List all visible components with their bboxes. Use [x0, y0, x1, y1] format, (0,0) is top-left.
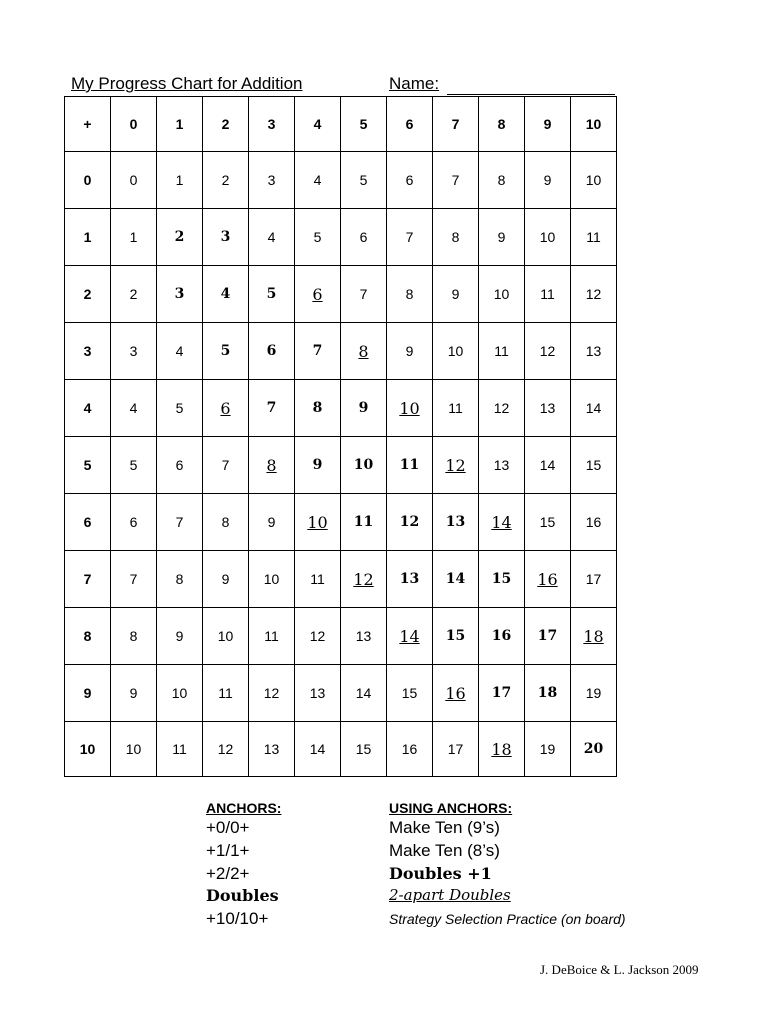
sum-cell: 14 [525, 437, 571, 494]
sum-cell: 7 [341, 266, 387, 323]
sum-value: 10 [307, 512, 328, 532]
sum-cell: 1 [111, 209, 157, 266]
sum-cell: 4 [295, 152, 341, 209]
sum-cell: 8 [295, 380, 341, 437]
sum-cell: 9 [157, 608, 203, 665]
sum-cell: 8 [203, 494, 249, 551]
sum-cell: 8 [111, 608, 157, 665]
sum-cell: 16 [387, 722, 433, 777]
sum-cell: 13 [295, 665, 341, 722]
sum-cell: 20 [571, 722, 617, 777]
sum-cell [341, 551, 387, 608]
sum-cell: 10 [249, 551, 295, 608]
sum-cell: 6 [249, 323, 295, 380]
sum-value: 10 [399, 398, 420, 418]
sum-cell: 11 [571, 209, 617, 266]
using-anchors-title: USING ANCHORS: [389, 800, 513, 816]
sum-cell: 17 [525, 608, 571, 665]
sum-cell: 11 [249, 608, 295, 665]
sum-cell: 11 [341, 494, 387, 551]
anchor-item: +10/10+ [206, 909, 269, 928]
column-header: 7 [433, 97, 479, 152]
sum-cell: 7 [203, 437, 249, 494]
sum-cell: 7 [111, 551, 157, 608]
corner-cell: + [65, 97, 111, 152]
sum-cell: 15 [479, 551, 525, 608]
sum-cell: 5 [341, 152, 387, 209]
column-header: 2 [203, 97, 249, 152]
header-row [65, 97, 617, 152]
sum-cell: 15 [387, 665, 433, 722]
sum-cell: 17 [433, 722, 479, 777]
sum-cell [479, 494, 525, 551]
row-header: 7 [65, 551, 111, 608]
table-row [65, 494, 617, 551]
sum-cell: 6 [341, 209, 387, 266]
sum-cell: 8 [433, 209, 479, 266]
sum-cell: 7 [387, 209, 433, 266]
sum-cell: 5 [157, 380, 203, 437]
sum-cell: 19 [571, 665, 617, 722]
sum-cell: 4 [203, 266, 249, 323]
sum-cell: 6 [157, 437, 203, 494]
sum-cell [433, 437, 479, 494]
anchor-item: +0/0+ [206, 818, 250, 837]
name-field[interactable] [447, 94, 615, 95]
column-header: 9 [525, 97, 571, 152]
row-header: 3 [65, 323, 111, 380]
sum-cell: 4 [157, 323, 203, 380]
sum-cell: 18 [525, 665, 571, 722]
sum-cell [387, 608, 433, 665]
sum-cell: 13 [249, 722, 295, 777]
sum-cell: 10 [525, 209, 571, 266]
row-header: 6 [65, 494, 111, 551]
sum-cell: 11 [203, 665, 249, 722]
sum-value: 12 [353, 569, 374, 589]
anchor-item-doubles: Doubles [206, 886, 279, 905]
table-row [65, 551, 617, 608]
using-item: Make Ten (9’s) [389, 818, 500, 837]
column-header: 1 [157, 97, 203, 152]
sum-cell: 17 [571, 551, 617, 608]
row-header: 2 [65, 266, 111, 323]
sum-value: 16 [537, 569, 558, 589]
row-header: 8 [65, 608, 111, 665]
sum-cell: 15 [525, 494, 571, 551]
sum-cell: 15 [433, 608, 479, 665]
table-row [65, 665, 617, 722]
sum-cell: 12 [387, 494, 433, 551]
sum-cell: 13 [479, 437, 525, 494]
sum-value: 14 [491, 512, 512, 532]
sum-cell: 14 [295, 722, 341, 777]
sum-cell: 7 [249, 380, 295, 437]
column-header: 0 [111, 97, 157, 152]
sum-cell: 13 [433, 494, 479, 551]
sum-value: 8 [358, 341, 369, 361]
sum-cell: 2 [157, 209, 203, 266]
page-title: My Progress Chart for Addition [71, 74, 303, 93]
sum-cell: 11 [295, 551, 341, 608]
sum-value: 12 [445, 455, 466, 475]
anchor-item: +2/2+ [206, 864, 250, 883]
sum-cell: 6 [111, 494, 157, 551]
sum-cell: 9 [341, 380, 387, 437]
column-header: 4 [295, 97, 341, 152]
table-row [65, 608, 617, 665]
sum-cell: 11 [387, 437, 433, 494]
table-row [65, 323, 617, 380]
sum-cell [525, 551, 571, 608]
sum-cell: 15 [341, 722, 387, 777]
row-header: 5 [65, 437, 111, 494]
sum-cell: 9 [525, 152, 571, 209]
sum-cell: 2 [111, 266, 157, 323]
sum-cell: 5 [295, 209, 341, 266]
sum-cell: 9 [295, 437, 341, 494]
using-item: Make Ten (8’s) [389, 841, 500, 860]
sum-cell: 3 [157, 266, 203, 323]
addition-chart [64, 96, 617, 777]
sum-cell: 4 [111, 380, 157, 437]
sum-value: 14 [399, 626, 420, 646]
sum-cell: 16 [571, 494, 617, 551]
column-header: 5 [341, 97, 387, 152]
sum-value: 6 [312, 284, 323, 304]
sum-cell: 11 [157, 722, 203, 777]
anchor-item: +1/1+ [206, 841, 250, 860]
sum-cell: 14 [433, 551, 479, 608]
sum-cell: 9 [387, 323, 433, 380]
sum-cell: 10 [111, 722, 157, 777]
sum-cell: 10 [341, 437, 387, 494]
column-header: 6 [387, 97, 433, 152]
row-header: 4 [65, 380, 111, 437]
sum-cell: 12 [295, 608, 341, 665]
sum-cell [295, 266, 341, 323]
sum-cell: 2 [203, 152, 249, 209]
sum-cell: 19 [525, 722, 571, 777]
sum-cell: 12 [249, 665, 295, 722]
sum-cell: 11 [433, 380, 479, 437]
sum-value: 8 [266, 455, 277, 475]
sum-cell: 6 [387, 152, 433, 209]
sum-cell [249, 437, 295, 494]
row-header: 9 [65, 665, 111, 722]
sum-cell: 8 [157, 551, 203, 608]
sum-cell: 7 [157, 494, 203, 551]
anchors-title: ANCHORS: [206, 800, 282, 816]
sum-cell: 9 [111, 665, 157, 722]
sum-cell: 9 [203, 551, 249, 608]
name-label: Name: [389, 74, 440, 93]
sum-cell: 0 [111, 152, 157, 209]
sum-cell: 10 [433, 323, 479, 380]
sum-cell: 3 [249, 152, 295, 209]
sum-cell [203, 380, 249, 437]
table-row [65, 152, 617, 209]
sum-cell: 3 [111, 323, 157, 380]
sum-value: 18 [583, 626, 604, 646]
table-row [65, 266, 617, 323]
sum-cell: 10 [203, 608, 249, 665]
sum-cell: 8 [479, 152, 525, 209]
sum-cell: 10 [157, 665, 203, 722]
sum-cell [571, 608, 617, 665]
sum-cell: 1 [157, 152, 203, 209]
sum-cell: 3 [203, 209, 249, 266]
sum-cell [295, 494, 341, 551]
row-header: 0 [65, 152, 111, 209]
sum-cell: 12 [479, 380, 525, 437]
sum-value: 18 [491, 739, 512, 759]
row-header: 10 [65, 722, 111, 777]
sum-cell: 13 [525, 380, 571, 437]
sum-cell: 7 [295, 323, 341, 380]
column-header: 3 [249, 97, 295, 152]
sum-cell: 5 [111, 437, 157, 494]
sum-cell: 7 [433, 152, 479, 209]
using-item-strategy: Strategy Selection Practice (on board) [389, 911, 626, 927]
sum-cell [341, 323, 387, 380]
sum-cell: 9 [433, 266, 479, 323]
sum-cell [433, 665, 479, 722]
sum-cell: 13 [341, 608, 387, 665]
sum-value: 16 [445, 683, 466, 703]
using-item-doubles-plus-one: Doubles +1 [389, 864, 492, 883]
sum-cell [387, 380, 433, 437]
column-header: 10 [571, 97, 617, 152]
row-header: 1 [65, 209, 111, 266]
sum-value: 6 [220, 398, 231, 418]
sum-cell: 15 [571, 437, 617, 494]
table-row [65, 380, 617, 437]
sum-cell: 9 [249, 494, 295, 551]
sum-cell [479, 722, 525, 777]
sum-cell: 14 [571, 380, 617, 437]
sum-cell: 8 [387, 266, 433, 323]
table-row [65, 209, 617, 266]
table-row [65, 722, 617, 777]
using-item-two-apart: 2-apart Doubles [389, 886, 511, 904]
sum-cell: 12 [203, 722, 249, 777]
sum-cell: 11 [525, 266, 571, 323]
credit: J. DeBoice & L. Jackson 2009 [540, 962, 699, 977]
sum-cell: 13 [571, 323, 617, 380]
sum-cell: 4 [249, 209, 295, 266]
sum-cell: 12 [571, 266, 617, 323]
sum-cell: 13 [387, 551, 433, 608]
sum-cell: 16 [479, 608, 525, 665]
sum-cell: 14 [341, 665, 387, 722]
column-header: 8 [479, 97, 525, 152]
sum-cell: 5 [249, 266, 295, 323]
sum-cell: 11 [479, 323, 525, 380]
sum-cell: 17 [479, 665, 525, 722]
sum-cell: 10 [479, 266, 525, 323]
sum-cell: 12 [525, 323, 571, 380]
sum-cell: 10 [571, 152, 617, 209]
table-row [65, 437, 617, 494]
sum-cell: 9 [479, 209, 525, 266]
sum-cell: 5 [203, 323, 249, 380]
